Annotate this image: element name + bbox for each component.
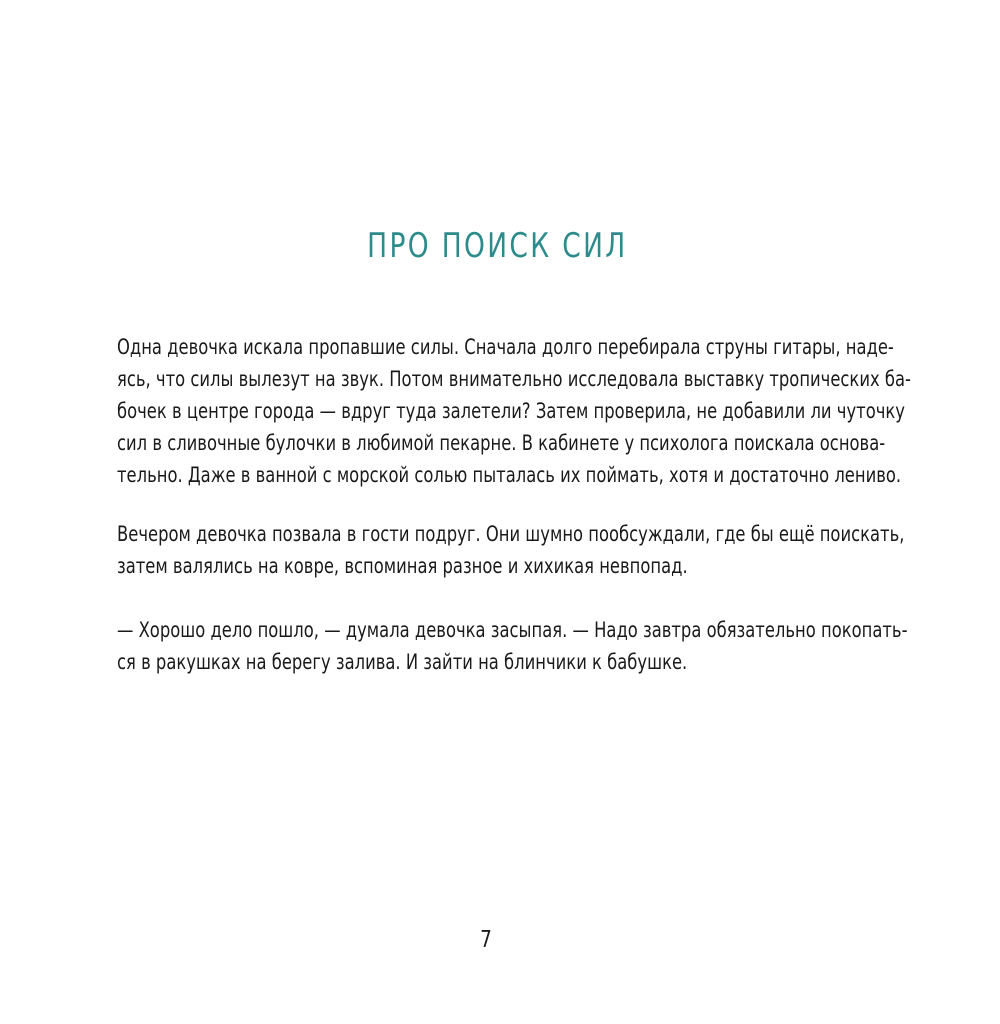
text-line: бочек в центре города — вдруг туда залетели? Затем проверила, не добавили ли чуточку [117,399,905,423]
paragraph-3 [117,614,908,678]
paragraph-1 [117,331,911,491]
text-line: Одна девочка искала пропавшие силы. Сначала долго перебирала струны гитары, наде- [117,335,894,359]
text-line: ся в ракушках на берегу залива. И зайти на блинчики к бабушке. [117,650,688,674]
text-line: — Хорошо дело пошло, — думала девочка засыпая. — Надо завтра обязательно покопать- [117,618,908,642]
text-line: Вечером девочка позвала в гости подруг. Они шумно пообсуждали, где бы ещё поискать, [117,522,905,546]
text-line: ясь, что силы вылезут на звук. Потом внимательно исследовала выставку тропических ба- [117,367,911,391]
page-number: 7 [480,927,492,953]
chapter-title: ПРО ПОИСК СИЛ [367,226,628,266]
text-line: сил в сливочные булочки в любимой пекарне. В кабинете у психолога поискала основа- [117,431,886,455]
text-line: затем валялись на ковре, вспоминая разное и хихикая невпопад. [117,554,688,578]
text-line: тельно. Даже в ванной с морской солью пыталась их поймать, хотя и достаточно лениво. [117,463,902,487]
paragraph-2 [117,518,905,582]
